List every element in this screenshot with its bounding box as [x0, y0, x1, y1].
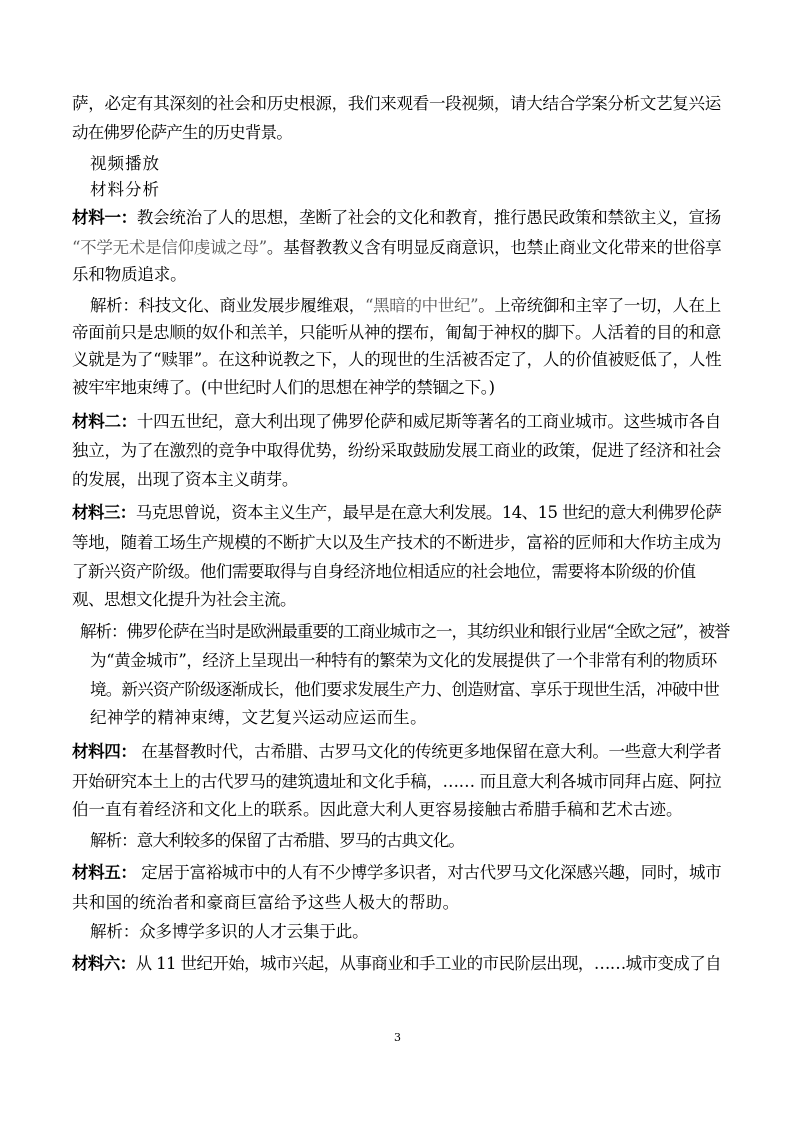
line-text: 在基督教时代，古希腊、古罗马文化的传统更多地保留在意大利。一些意大利学者 [136, 742, 722, 761]
line-text: 萨，必定有其深刻的社会和历史根源，我们来观看一段视频，请大结合学案分析文艺复兴运 [72, 94, 722, 113]
text-line [72, 772, 721, 792]
line-text: “黑暗的中世纪” [364, 296, 479, 315]
material-label: 材料四： [72, 742, 137, 761]
text-line [72, 441, 721, 461]
line-text: 乐和物质追求。 [72, 265, 187, 284]
text-line [90, 708, 427, 728]
material-label: 材料六： [72, 954, 136, 973]
line-text: 。上帝统御和主宰了一切，人在上 [478, 296, 721, 315]
text-line [80, 622, 729, 642]
text-line [90, 680, 719, 700]
line-text: 从 11 世纪开始，城市兴起，从事商业和手工业的市民阶层出现，……城市变成了自 [135, 954, 721, 973]
line-text: 伯一直有着经济和文化上的联系。因此意大利人更容易接触古希腊手稿和艺术古迹。 [72, 800, 683, 819]
line-text: 等地，随着工场生产规模的不断扩大以及生产技术的不断进步，富裕的匠师和大作坊主成为 [72, 533, 722, 552]
text-line [90, 296, 721, 316]
text-line [72, 800, 683, 820]
line-text: 材料分析 [90, 180, 160, 199]
line-text: 解析：众多博学多识的人才云集于此。 [90, 922, 369, 941]
text-line [72, 590, 296, 610]
text-line [90, 922, 369, 942]
line-text: 纪神学的精神束缚，文艺复兴运动应运而生。 [90, 708, 427, 727]
text-line [72, 533, 721, 553]
text-line [90, 154, 160, 174]
line-text: 解析：意大利较多的保留了古希腊、罗马的古典文化。 [90, 831, 464, 850]
line-text: 十四五世纪，意大利出现了佛罗伦萨和威尼斯等著名的工商业城市。这些城市各自 [136, 412, 722, 431]
line-text: 解析：科技文化、商业发展步履维艰， [90, 296, 365, 315]
text-line [72, 208, 721, 228]
line-text: 为“黄金城市”，经济上呈现出一种特有的繁荣为文化的发展提供了一个非常有利的物质环 [90, 651, 717, 670]
line-text: 。基督教教义含有明显反商意识，也禁止商业文化带来的世俗享 [266, 238, 722, 257]
line-text: 马克思曾说，资本主义生产，最早是在意大利发展。14、15 世纪的意大利佛罗伦萨 [135, 503, 722, 522]
text-line [72, 893, 460, 913]
page-number: 3 [394, 1031, 401, 1044]
text-line [72, 954, 721, 974]
line-text: 教会统治了人的思想，垄断了社会的文化和教育，推行愚民政策和禁欲主义，宣扬 [136, 208, 722, 227]
text-line [72, 378, 495, 398]
line-text: “不学无术是信仰虔诚之母” [72, 238, 267, 257]
text-line [72, 863, 721, 883]
line-text: 共和国的统治者和豪商巨富给予这些人极大的帮助。 [72, 893, 460, 912]
text-line [90, 180, 160, 200]
text-line [90, 831, 464, 851]
line-text: 开始研究本土上的古代罗马的建筑遗址和文化手稿，…… 而且意大利各城市同拜占庭、阿拉 [72, 772, 722, 791]
line-text: 解析：佛罗伦萨在当时是欧洲最重要的工商业城市之一，其纺织业和银行业居“全欧之冠”，被誉 [80, 622, 730, 641]
text-line [72, 503, 721, 523]
line-text: 独立，为了在激烈的竞争中取得优势，纷纷采取鼓励发展工商业的政策，促进了经济和社会 [72, 441, 722, 460]
text-line [72, 562, 696, 582]
line-text: 的发展，出现了资本主义萌芽。 [72, 470, 299, 489]
material-label: 材料五： [72, 863, 137, 882]
line-text: 境。新兴资产阶级逐渐成长，他们要求发展生产力、创造财富、享乐于现世生活，冲破中世 [90, 680, 720, 699]
line-text: 视频播放 [90, 154, 160, 173]
line-text: 定居于富裕城市中的人有不少博学多识者，对古代罗马文化深感兴趣，同时，城市 [136, 863, 722, 882]
line-text: 动在佛罗伦萨产生的历史背景。 [72, 123, 292, 142]
line-text: 了新兴资产阶级。他们需要取得与自身经济地位相适应的社会地位，需要将本阶级的价值 [72, 562, 696, 581]
text-line [72, 412, 721, 432]
text-line [72, 123, 292, 143]
text-line [72, 323, 721, 343]
material-label: 材料三： [72, 503, 136, 522]
material-label: 材料二： [72, 412, 137, 431]
text-line [72, 265, 187, 285]
line-text: 观、思想文化提升为社会主流。 [72, 590, 296, 609]
line-text: 义就是为了“赎罪”。在这种说教之下，人的现世的生活被否定了，人的价值被贬低了，人性 [72, 350, 722, 369]
text-line [72, 350, 721, 370]
material-label: 材料一： [72, 208, 137, 227]
line-text: 被牢牢地束缚了。(中世纪时人们的思想在神学的禁锢之下。) [72, 378, 495, 397]
text-line [72, 742, 721, 762]
text-line [72, 470, 298, 490]
text-line [72, 238, 721, 258]
text-line [90, 651, 717, 671]
text-line [72, 94, 721, 114]
line-text: 帝面前只是忠顺的奴仆和羔羊，只能听从神的摆布，匍匐于神权的脚下。人活着的目的和意 [72, 323, 722, 342]
